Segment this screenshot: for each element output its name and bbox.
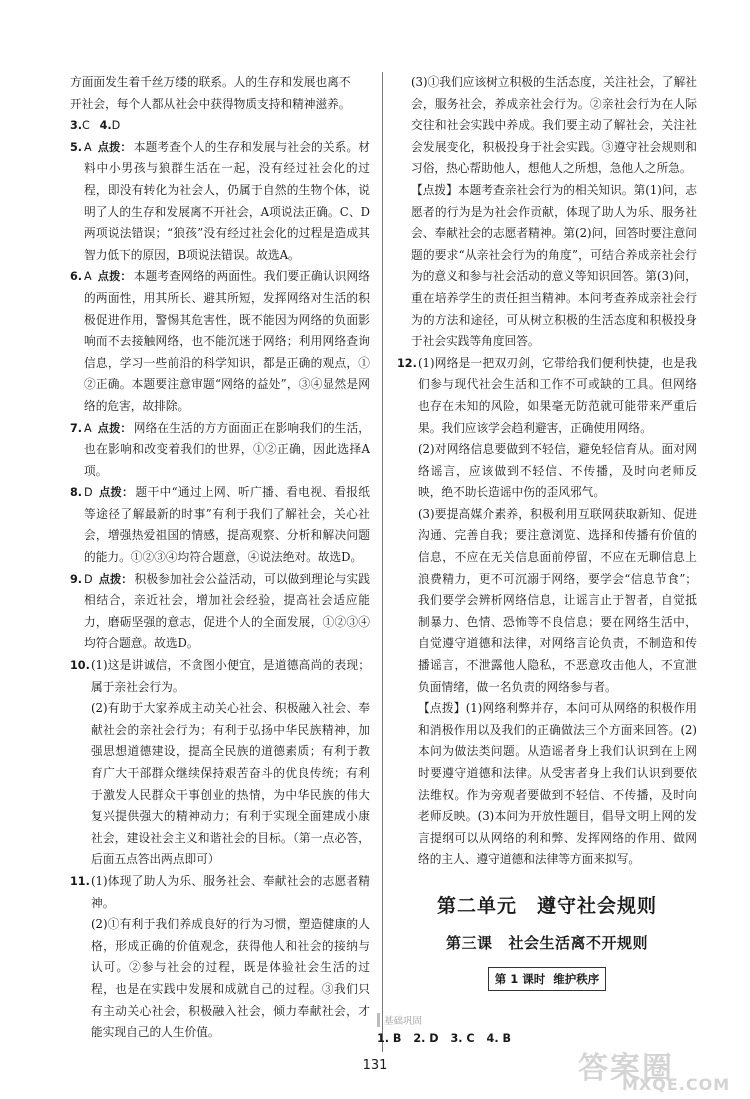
q4-number: 4.: [99, 119, 112, 133]
q8-answer: D: [84, 486, 93, 500]
q9-body: [84, 569, 370, 655]
q6-keyword: 点拨：: [97, 270, 132, 284]
answer-item: 2. D: [413, 1031, 439, 1045]
q8-number: 8.: [70, 486, 83, 500]
q11-part-3: (3)①我们应该树立积极的生活态度，关注社会，了解社会，服务社会，养成亲社会行为。②亲社会行为在人际交往和社会实践中养成。我们要主动了解社会，关注社会发展变化，积极投身于社会实践。③遵守社会规则和习俗，热心帮助他人，想他人之所想，急他人之所急。: [411, 75, 697, 176]
watermark-logo: [578, 1043, 738, 1095]
q10-part-1: (1)这是讲诚信，不贪图小便宜，是道德高尚的表现；属于亲社会行为。: [91, 658, 370, 694]
q6-answer: A: [84, 270, 92, 284]
q11-part-2: (2)①有利于我们养成良好的行为习惯，塑造健康的人格，形成正确的价值观念，获得他人和社会的接纳与认可。②参与社会的过程，既是体验社会生活的过程，也是在实践中发展和成就自己的过程。③我们只有主动关心社会，积极融入社会，倾力奉献社会，才能实现自己的人生价值。: [91, 917, 370, 1040]
q8-text: 题干中“通过上网、听广播、看电视、看报纸等途径了解最新的时事”有利于我们了解社会，关心社会，增强热爱祖国的情感，提高观察、分析和解决问题的能力。①②③④均符合题意，④说法绝对。故选D。: [84, 485, 370, 565]
q10-body: [91, 655, 370, 871]
q7-keyword: 点拨：: [97, 421, 132, 435]
q3-answer: C: [82, 119, 90, 133]
q5-answer: A: [84, 140, 92, 154]
question-10: [70, 655, 370, 871]
answer-item: 4. B: [486, 1031, 512, 1045]
question-9: [70, 569, 370, 655]
q11-part-1: (1)体现了助人为乐、服务社会、奉献社会的志愿者精神。: [91, 873, 370, 910]
watermark-text: 答案圈: [578, 1051, 674, 1086]
question-11: [70, 871, 370, 1044]
q5-number: 5.: [70, 140, 83, 154]
q12-part-3: (3)要提高媒介素养，积极利用互联网获取新知、促进沟通、完善自我；要注意浏览、选择和传播有价值的信息，不应在无关信息面前停留，不应在无聊信息上浪费精力，更不可沉溺于网络，要学会“信息节食”；我们要学会辨析网络信息，让谣言止于智者，自觉抵制暴力、色情、恐怖等不良信息；要在网络生活中，自觉遵守道德和法律，对网络言论负责，不制造和传播谣言，不泄露他人隐私，不恶意攻击他人，不宣泄负面情绪，做一名负责的网络参与者。: [418, 506, 697, 694]
lesson-title-label: 第三课: [445, 933, 493, 952]
q9-number: 9.: [70, 572, 83, 586]
watermark-url: MXQE.COM: [622, 1075, 731, 1094]
question-6: [70, 266, 370, 417]
left-column: [70, 72, 370, 1044]
unit-title-name: 遵守社会规则: [537, 894, 658, 917]
question-7: [70, 418, 370, 483]
q9-keyword: 点拨：: [98, 572, 133, 586]
period-heading: [397, 967, 697, 991]
q5-keyword: 点拨：: [97, 140, 132, 154]
answers-q3-q4: [70, 115, 370, 137]
q8-keyword: 点拨：: [98, 486, 134, 500]
q12-part-2: (2)对网络信息要做到不轻信，避免轻信育从。面对网络谣言，应该做到不轻信、不传播，及时向老师反映，绝不助长造谣中伤的歪风邪气。: [418, 442, 697, 500]
answer-item: 1. B: [377, 1031, 402, 1045]
q11-analysis: 【点拨】本题考查亲社会行为的相关知识。第(1)问，志愿者的行为是为社会作贡献，体现了助人为乐、服务社会、奉献社会的志愿者精神。第(2)问，回答时要注意问题的要求“从亲社会行为的角度”，可结合养成亲社会行为的意义和参与社会活动的意义等知识回答。第(3)问，重在培养学生的责任担当精神。本问考查养成亲社会行为的方法和途径，可从树立积极的生活态度和积极投身于社会实践等角度回答。: [411, 182, 697, 349]
q11-body: [91, 871, 370, 1044]
right-column: [377, 72, 697, 1045]
q10-number: 10.: [70, 659, 90, 673]
lesson-title: [397, 932, 697, 953]
intro-line-2: 开社会，每个人都从社会中获得物质支持和精神滋养。: [70, 96, 351, 111]
question-5: [70, 137, 370, 267]
q7-body: [84, 418, 370, 483]
q6-text: 本题考查网络的两面性。我们要正确认识网络的两面性，用其所长、避其所短，发挥网络对生活的积极促进作用，警惕其危害性，既不能因为网络的负面影响而不去接触网络，也不能沉迷于网络；利用网络查询信息，学习一些前沿的科学知识，都是正确的观点，①②正确。本题要注意审题“网络的益处”，③④显然是网络的危害，故排除。: [84, 269, 370, 413]
q8-body: [84, 482, 370, 568]
q7-text: 网络在生活的方方面面正在影响我们的生活，也在影响和改变着我们的世界，①②正确，因此选择A项。: [84, 420, 370, 478]
answer-item: 3. C: [450, 1031, 475, 1045]
q12-part-1: (1)网络是一把双刃剑，它带给我们便利快捷，也是我们参与现代社会生活和工作不可或缺的工具。但网络也存在未知的风险，如果毫无防范就可能带来严重后果。我们应该学会趋利避害，正确使用网络。: [418, 355, 697, 435]
q5-body: [84, 137, 370, 267]
page-number: 131: [362, 1058, 388, 1073]
q10-part-2: (2)有助于大家养成主动关心社会、积极融入社会、奉献社会的亲社会行为；有利于弘扬中华民族精神，加强思想道德建设，提高全民族的道德素质；有利于教育广大干部群众继续保持艰苦奋斗的优良传统；有利于激发人民群众干事创业的热情，为中华民族的伟大复兴提供强大的精神动力；有利于实现全面建成小康社会，建设社会主义和谐社会的目标。（第一点必答，后面五点答出两点即可）: [91, 701, 370, 867]
q11-number: 11.: [70, 874, 90, 888]
intro-line-1: 方面面发生着千丝万缕的联系。人的生存和发展也离不: [70, 75, 351, 89]
period-box: [488, 967, 607, 991]
q9-answer: D: [84, 572, 93, 586]
column-divider: [382, 72, 383, 1052]
q3-number: 3.: [70, 119, 83, 133]
q12-analysis: 【点拨】(1)网络利弊并存，本问可从网络的积极作用和消极作用以及我们的正确做法三个方面来回答。(2)本问为做法类问题。从造谣者身上我们认识到在上网时要遵守道德和法律。从受害者身上我们认识到要依法维权。作为旁观者要做到不轻信、不传播，及时向老师反映。(3)本问为开放性题目，倡导文明上网的发言提纲可以从网络的利和弊、发挥网络的作用、做网络的主人、遵守道德和法律等方面来拟写。: [418, 701, 697, 867]
q6-body: [84, 266, 370, 417]
q7-answer: A: [84, 421, 92, 435]
question-8: [70, 482, 370, 568]
period-name: 维护秩序: [553, 971, 600, 986]
question-12: [397, 353, 697, 871]
section-foundation: [377, 1009, 697, 1045]
unit-title: [397, 891, 697, 918]
q5-text: 本题考查个人的生存和发展与社会的关系。材料中小男孩与狼群生活在一起，没有经过社会化的过程，即没有转化为社会人，仍属于自然的生物个体，说明了人的生存和发展离不开社会，A项说法正确。C、D两项说法错误；“狼孩”没有经过社会化的过程是造成其智力低下的原因，B项说法错误。故选A。: [84, 139, 370, 262]
unit-title-label: 第二单元: [436, 894, 517, 917]
section-tag: 基础巩固: [377, 1013, 426, 1027]
q4-answer: D: [111, 119, 121, 133]
q6-number: 6.: [70, 270, 83, 284]
lesson-title-name: 社会生活离不开规则: [508, 933, 649, 952]
q12-body: [418, 353, 697, 871]
q12-number: 12.: [397, 356, 417, 370]
q9-text: 积极参加社会公益活动，可以做到理论与实践相结合，亲近社会，增加社会经验，提高社会适应能力，磨砺坚强的意志，促进个人的全面发展，①②③④均符合题意。故选D。: [84, 571, 370, 651]
period-label: 第 1 课时: [494, 971, 546, 986]
q7-number: 7.: [70, 421, 83, 435]
